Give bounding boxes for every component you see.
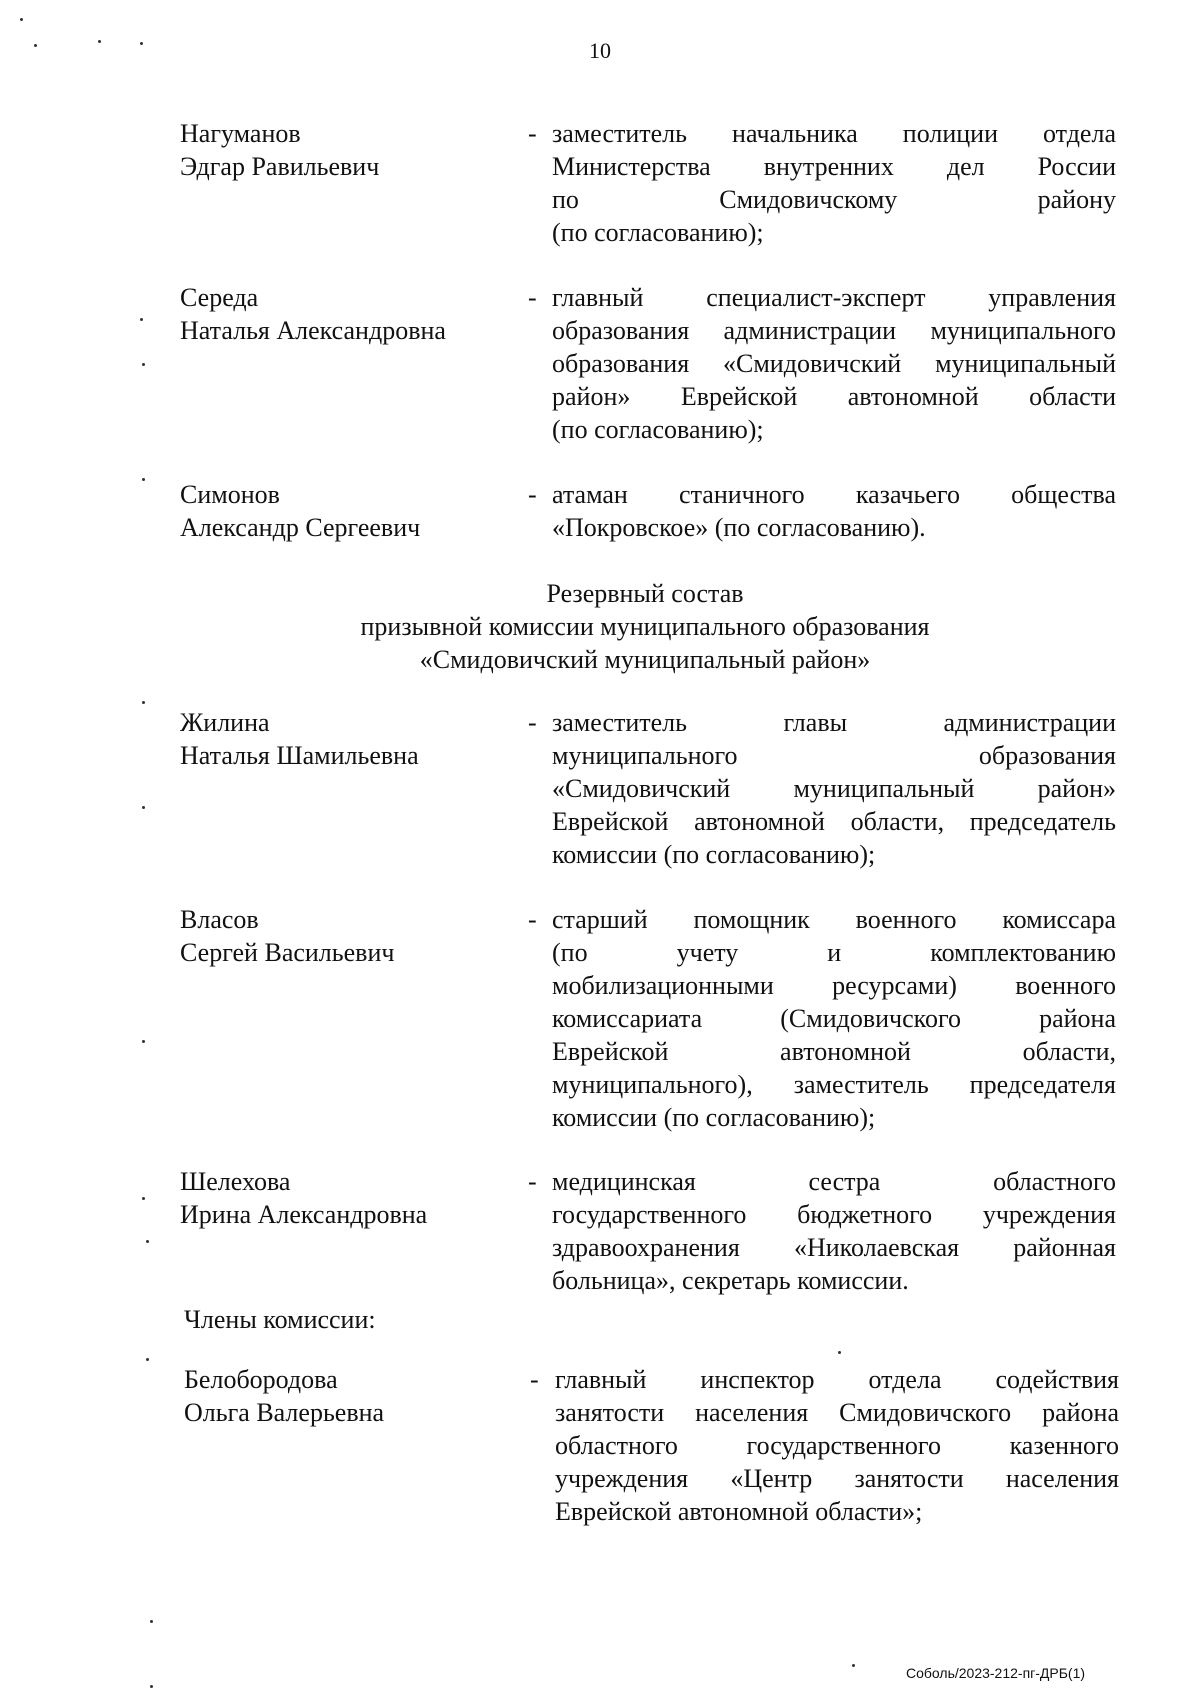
- scan-speck: [20, 18, 23, 21]
- person-given-name: Александр Сергеевич: [180, 513, 421, 542]
- scan-speck: [146, 1358, 149, 1361]
- scan-speck: [150, 1620, 153, 1623]
- document-code: Соболь/2023-212-пг-ДРБ(1): [906, 1665, 1086, 1681]
- person-given-name: Наталья Шамильевна: [180, 741, 419, 770]
- entry-dash: -: [528, 1167, 537, 1196]
- scan-speck: [142, 1040, 145, 1043]
- position-line: здравоохранения «Николаевская районная: [552, 1233, 1116, 1262]
- section-heading-line: Резервный состав: [546, 579, 744, 608]
- entry-dash: -: [528, 119, 537, 148]
- position-line: мобилизационными ресурсами) военного: [552, 971, 1116, 1000]
- section-heading-line: призывной комиссии муниципального образования: [360, 612, 930, 641]
- scan-speck: [852, 1664, 855, 1667]
- person-name: [180, 117, 510, 183]
- position-line: Еврейской автономной области,: [552, 1037, 1116, 1066]
- scan-speck: [142, 701, 145, 704]
- scan-speck: [98, 40, 101, 43]
- person-given-name: Эдгар Равильевич: [180, 152, 380, 181]
- position-line: главный инспектор отдела содействия: [555, 1365, 1119, 1394]
- scan-speck: [150, 1685, 153, 1688]
- person-given-name: Ольга Валерьевна: [184, 1398, 385, 1427]
- entry-dash: -: [530, 1365, 539, 1394]
- members-label: Члены комиссии:: [184, 1305, 376, 1334]
- position-line: комиссии (по согласованию);: [552, 1103, 876, 1132]
- entry-dash: -: [528, 480, 537, 509]
- position-line: образования «Смидовичский муниципальный: [552, 349, 1116, 378]
- position-line: образования администрации муниципального: [552, 316, 1116, 345]
- person-position: [552, 117, 1116, 249]
- position-line: медицинская сестра областного: [552, 1167, 1116, 1196]
- person-surname: Белобородова: [184, 1365, 338, 1394]
- section-heading: [0, 577, 1200, 676]
- person-position: [552, 478, 1116, 544]
- scan-speck: [146, 1240, 149, 1243]
- person-position: [552, 1165, 1116, 1297]
- position-line: «Смидовичский муниципальный район»: [552, 774, 1116, 803]
- scan-speck: [140, 42, 143, 45]
- position-line: заместитель начальника полиции отдела: [552, 119, 1116, 148]
- section-heading-line: «Смидовичский муниципальный район»: [419, 645, 871, 674]
- person-given-name: Сергей Васильевич: [180, 938, 395, 967]
- person-position: [552, 903, 1116, 1134]
- scan-speck: [142, 478, 145, 481]
- person-given-name: Наталья Александровна: [180, 316, 446, 345]
- position-line: «Покровское» (по согласованию).: [552, 513, 926, 542]
- position-line: главный специалист-эксперт управления: [552, 283, 1116, 312]
- position-line: больница», секретарь комиссии.: [552, 1266, 909, 1295]
- person-surname: Власов: [180, 905, 259, 934]
- entry-dash: -: [528, 708, 537, 737]
- position-line: заместитель главы администрации: [552, 708, 1116, 737]
- person-name: [184, 1363, 514, 1429]
- person-name: [180, 903, 510, 969]
- person-position: [552, 281, 1116, 446]
- scan-speck: [142, 1197, 145, 1200]
- position-line: Еврейской автономной области»;: [555, 1497, 923, 1526]
- position-line: муниципального), заместитель председателя: [552, 1070, 1116, 1099]
- person-position: [555, 1363, 1119, 1528]
- person-position: [552, 706, 1116, 871]
- entry-dash: -: [528, 905, 537, 934]
- position-line: (по согласованию);: [552, 218, 764, 247]
- person-surname: Жилина: [180, 708, 270, 737]
- position-line: областного государственного казенного: [555, 1431, 1119, 1460]
- position-line: занятости населения Смидовичского района: [555, 1398, 1119, 1427]
- person-name: [180, 1165, 510, 1231]
- scan-speck: [142, 806, 145, 809]
- scan-speck: [838, 1351, 841, 1354]
- position-line: комиссариата (Смидовичского района: [552, 1004, 1116, 1033]
- person-name: [180, 706, 510, 772]
- position-line: по Смидовичскому району: [552, 185, 1116, 214]
- position-line: государственного бюджетного учреждения: [552, 1200, 1116, 1229]
- person-name: [180, 281, 510, 347]
- person-surname: Середа: [180, 283, 259, 312]
- scan-speck: [142, 363, 145, 366]
- position-line: (по учету и комплектованию: [552, 938, 1116, 967]
- position-line: старший помощник военного комиссара: [552, 905, 1116, 934]
- position-line: район» Еврейской автономной области: [552, 382, 1116, 411]
- position-line: учреждения «Центр занятости населения: [555, 1464, 1119, 1493]
- person-surname: Шелехова: [180, 1167, 291, 1196]
- position-line: Еврейской автономной области, председатель: [552, 807, 1116, 836]
- page-number: 10: [589, 38, 611, 63]
- position-line: (по согласованию);: [552, 415, 764, 444]
- person-surname: Нагуманов: [180, 119, 301, 148]
- entry-dash: -: [528, 283, 537, 312]
- person-given-name: Ирина Александровна: [180, 1200, 428, 1229]
- person-surname: Симонов: [180, 480, 280, 509]
- position-line: атаман станичного казачьего общества: [552, 480, 1116, 509]
- scan-speck: [34, 44, 37, 47]
- person-name: [180, 478, 510, 544]
- position-line: комиссии (по согласованию);: [552, 840, 876, 869]
- position-line: Министерства внутренних дел России: [552, 152, 1116, 181]
- scan-speck: [140, 318, 143, 321]
- position-line: муниципального образования: [552, 741, 1116, 770]
